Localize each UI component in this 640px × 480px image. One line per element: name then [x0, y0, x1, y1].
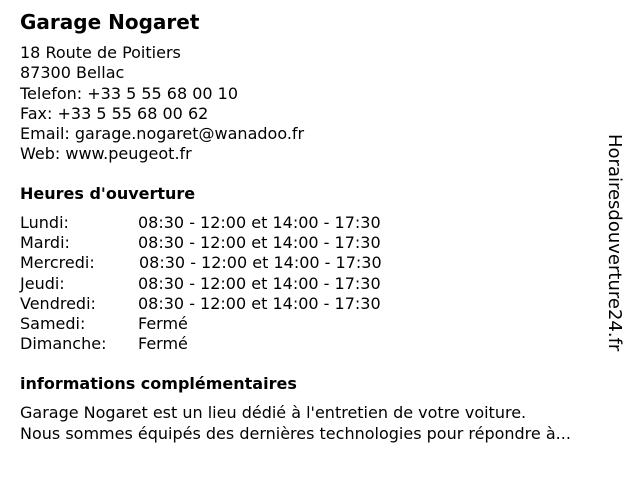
site-watermark: Horairesdouverture24.fr	[604, 134, 625, 352]
time-value: 08:30 - 12:00 et 14:00 - 17:30	[138, 273, 381, 293]
info-text	[20, 403, 571, 444]
day-label: Jeudi:	[20, 273, 65, 293]
time-value: Fermé	[138, 313, 188, 333]
time-value: 08:30 - 12:00 et 14:00 - 17:30	[138, 213, 381, 232]
info-line: Nous sommes équipés des dernières technologies pour répondre à...	[20, 423, 571, 443]
time-value: 08:30 - 12:00 et 14:00 - 17:30	[138, 233, 381, 253]
day-label: Dimanche:	[20, 334, 107, 354]
day-label: Mercredi:	[20, 253, 95, 273]
day-label: Lundi:	[20, 213, 69, 232]
address-city: 87300 Bellac	[20, 63, 125, 83]
phone-line: Telefon: +33 5 55 68 00 10	[20, 83, 239, 103]
day-label: Vendredi:	[20, 293, 96, 313]
info-heading: informations complémentaires	[20, 374, 297, 393]
time-value: Fermé	[138, 334, 188, 354]
contact-block	[20, 43, 304, 165]
time-value: 08:30 - 12:00 et 14:00 - 17:30	[138, 293, 381, 313]
page-title: Garage Nogaret	[20, 10, 200, 34]
email-line: Email: garage.nogaret@wanadoo.fr	[20, 124, 305, 144]
web-line: Web: www.peugeot.fr	[20, 144, 192, 164]
time-value: 08:30 - 12:00 et 14:00 - 17:30	[139, 253, 382, 273]
day-label: Samedi:	[20, 313, 86, 333]
address-street: 18 Route de Poitiers	[20, 43, 181, 62]
hours-heading: Heures d'ouverture	[20, 184, 196, 203]
info-line: Garage Nogaret est un lieu dédié à l'entretien de votre voiture.	[20, 403, 527, 422]
day-label: Mardi:	[20, 233, 70, 253]
fax-line: Fax: +33 5 55 68 00 62	[20, 103, 209, 123]
